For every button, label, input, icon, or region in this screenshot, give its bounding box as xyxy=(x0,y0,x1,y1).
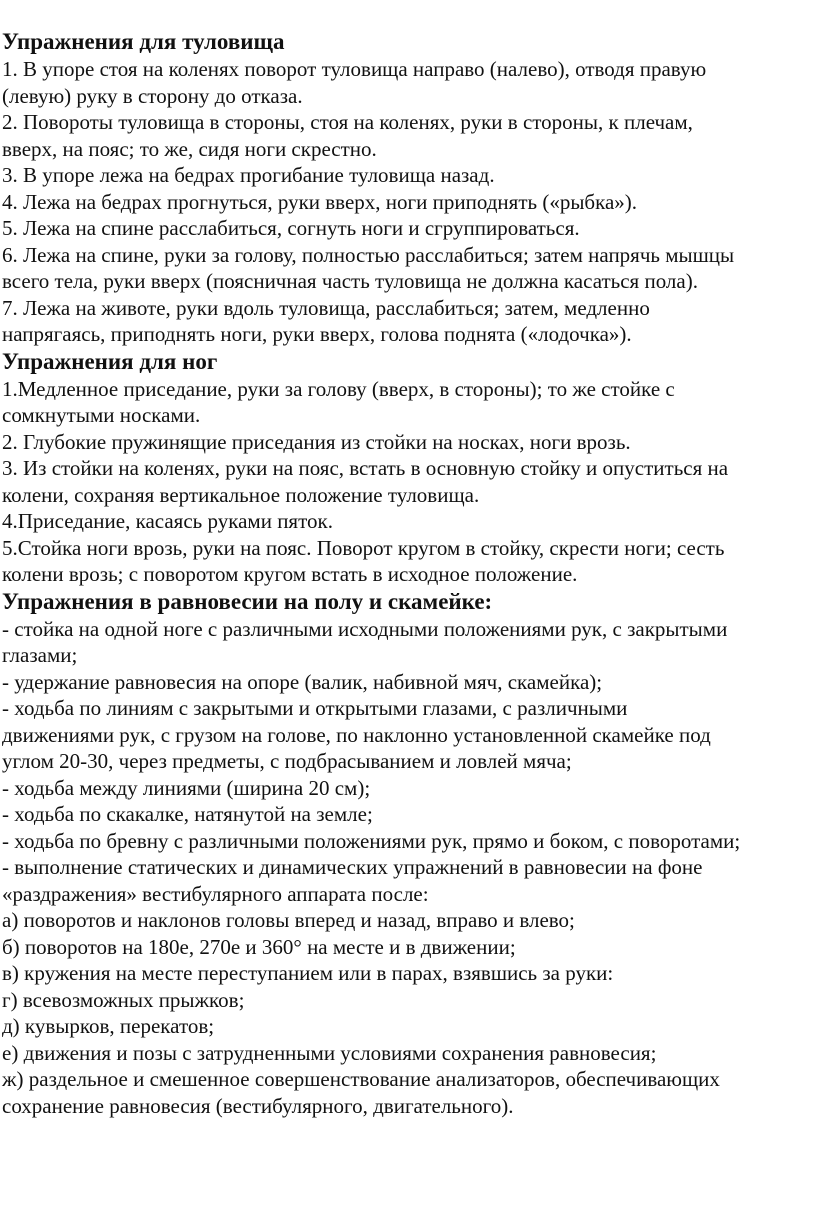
text-line: - стойка на одной ноге с различными исходными положениями рук, с закрытыми xyxy=(2,616,728,641)
section-body-legs xyxy=(2,376,814,588)
text-line: всего тела, руки вверх (поясничная часть туловища не должна касаться пола). xyxy=(2,269,698,293)
section-heading-balance: Упражнения в равновесии на полу и скамейке: xyxy=(2,588,493,614)
text-line: 3. В упоре лежа на бедрах прогибание туловища назад. xyxy=(2,163,495,187)
text-line: (левую) руку в сторону до отказа. xyxy=(2,83,303,108)
text-line: вверх, на пояс; то же, сидя ноги скрестно. xyxy=(2,136,377,161)
text-line: 2. Глубокие пружинящие приседания из стойки на носках, ноги врозь. xyxy=(2,429,631,454)
text-line: - выполнение статических и динамических упражнений в равновесии на фоне xyxy=(2,855,703,879)
text-line: - ходьба по скакалке, натянутой на земле; xyxy=(2,802,373,826)
text-line: сохранение равновесия (вестибулярного, двигательного). xyxy=(2,1093,514,1118)
text-line: колени, сохраняя вертикальное положение туловища. xyxy=(2,482,480,507)
section-heading-torso: Упражнения для туловища xyxy=(2,29,285,54)
text-line: сомкнутыми носками. xyxy=(2,403,201,427)
text-line: 4.Приседание, касаясь руками пяток. xyxy=(2,509,333,533)
text-line: углом 20-30, через предметы, с подбрасыванием и ловлей мяча; xyxy=(2,749,572,773)
text-line: 5.Стойка ноги врозь, руки на пояс. Поворот кругом в стойку, скрести ноги; сесть xyxy=(2,535,725,560)
text-line: движениями рук, с грузом на голове, по наклонно установленной скамейке под xyxy=(2,722,711,747)
text-line: - ходьба по линиям с закрытыми и открытыми глазами, с различными xyxy=(2,696,628,720)
text-line: ж) раздельное и смешенное совершенствование анализаторов, обеспечивающих xyxy=(2,1067,720,1091)
text-line: 3. Из стойки на коленях, руки на пояс, встать в основную стойку и опуститься на xyxy=(2,456,729,480)
text-line: е) движения и позы с затрудненными условиями сохранения равновесия; xyxy=(2,1040,657,1065)
document-page xyxy=(2,28,814,1119)
text-line: «раздражения» вестибулярного аппарата после: xyxy=(2,881,429,906)
text-line: 1.Медленное приседание, руки за голову (вверх, в стороны); то же стойке с xyxy=(2,376,675,401)
text-line: 4. Лежа на бедрах прогнуться, руки вверх, ноги приподнять («рыбка»). xyxy=(2,189,638,214)
text-line: 6. Лежа на спине, руки за голову, полностью расслабиться; затем напрячь мышцы xyxy=(2,242,735,267)
text-line: - ходьба по бревну с различными положениями рук, прямо и боком, с поворотами; xyxy=(2,828,741,853)
text-line: колени врозь; с поворотом кругом встать в исходное положение. xyxy=(2,562,578,586)
text-line: - ходьба между линиями (ширина 20 см); xyxy=(2,775,371,800)
text-line: 2. Повороты туловища в стороны, стоя на коленях, руки в стороны, к плечам, xyxy=(2,110,693,134)
text-line: - удержание равновесия на опоре (валик, набивной мяч, скамейка); xyxy=(2,669,603,694)
text-line: в) кружения на месте переступанием или в парах, взявшись за руки: xyxy=(2,961,614,985)
text-line: 7. Лежа на животе, руки вдоль туловища, расслабиться; затем, медленно xyxy=(2,295,650,320)
text-line: д) кувырков, перекатов; xyxy=(2,1014,215,1038)
section-body-balance xyxy=(2,616,814,1120)
text-line: г) всевозможных прыжков; xyxy=(2,987,245,1012)
text-line: напрягаясь, приподнять ноги, руки вверх, голова поднята («лодочка»). xyxy=(2,322,632,346)
text-line: б) поворотов на 180е, 270е и 360° на месте и в движении; xyxy=(2,934,516,959)
section-heading-legs: Упражнения для ног xyxy=(2,348,218,374)
text-line: 5. Лежа на спине расслабиться, согнуть ноги и сгруппироваться. xyxy=(2,216,580,240)
section-body-torso xyxy=(2,56,814,348)
text-line: глазами; xyxy=(2,643,78,667)
text-line: 1. В упоре стоя на коленях поворот туловища направо (налево), отводя правую xyxy=(2,57,707,81)
text-line: а) поворотов и наклонов головы вперед и назад, вправо и влево; xyxy=(2,908,575,932)
